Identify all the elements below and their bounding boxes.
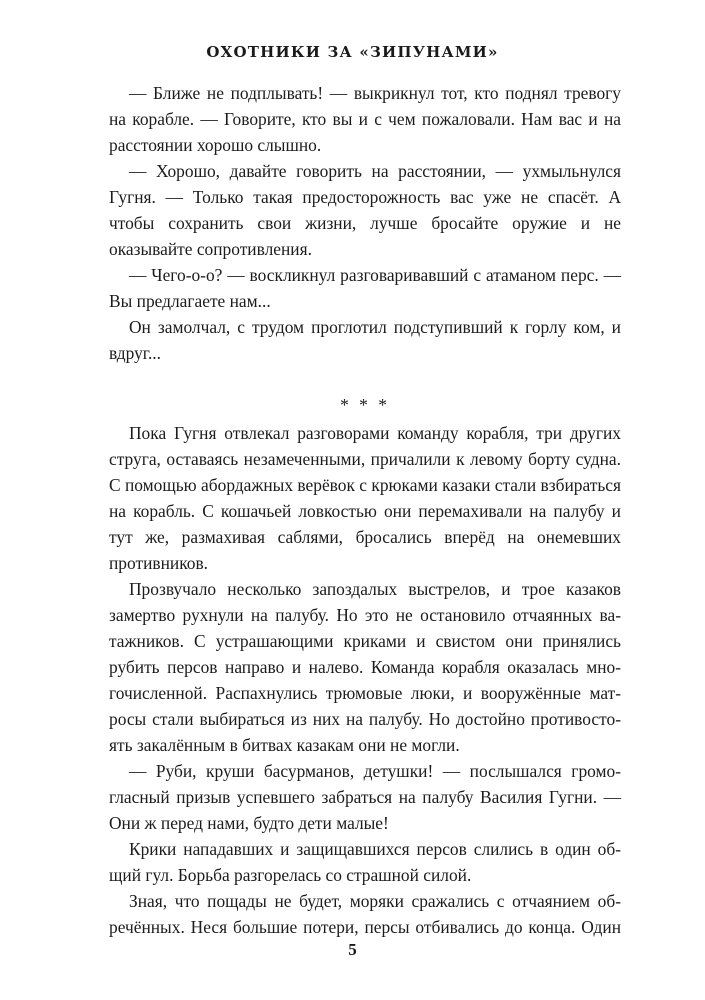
body-text xyxy=(109,80,621,940)
running-head-title: ОХОТНИКИ ЗА «ЗИПУНАМИ» xyxy=(206,43,499,61)
paragraph: — Чего-о-о? — воскликнул разговаривавший с атаманом перс. — Вы предлагаете нам... xyxy=(109,265,621,311)
paragraph: Прозвучало несколько запоздалых выстрелов, и трое казаков замертво рухнули на палубу. Но это не остановило отчаянных ватажников. С устрашающими криками и свистом они принялись рубить персов направо и налево. Команда корабля оказалась многочисленной. Распахнулись трюмовые люки, и вооружённые матросы стали выбираться из них на палубу. Но достойно противостоять закалённым в битвах казакам они не могли. xyxy=(109,579,621,755)
paragraph: — Руби, круши басурманов, детушки! — послышался громогласный призыв успевшего забраться на палубу Василия Гугни. — Они ж перед нами, будто дети малые! xyxy=(109,761,621,833)
scene-break: * * * xyxy=(340,395,390,415)
paragraph: Крики нападавших и защищавшихся персов слились в один общий гул. Борьба разгорелась со страшной силой. xyxy=(109,839,621,885)
page-number: 5 xyxy=(348,940,357,959)
paragraph-last: Зная, что пощады не будет, моряки сражались с отчаянием обречённых. Неся большие потери, персы отбивались до конца. Один xyxy=(109,891,621,937)
paragraph: — Ближе не подплывать! — выкрикнул тот, кто поднял тревогу на корабле. — Говорите, кто вы и с чем пожаловали. Нам вас и на расстоянии хорошо слышно. xyxy=(109,83,621,155)
paragraph: — Хорошо, давайте говорить на расстоянии, — ухмыльнулся Гугня. — Только такая предосторожность вас уже не спасёт. А чтобы сохранить свои жизни, лучше бросайте оружие и не оказывайте сопротивления. xyxy=(109,161,621,259)
paragraph: Пока Гугня отвлекал разговорами команду корабля, три других струга, оставаясь незамеченными, причалили к левому борту судна. С помощью абордажных верёвок с крюками казаки стали взбираться на корабль. С кошачьей ловкостью они перемахивали на палубу и тут же, размахивая саблями, бросались вперёд на онемевших противников. xyxy=(109,423,621,573)
paragraph: Он замолчал, с трудом проглотил подступивший к горлу ком, и вдруг... xyxy=(109,317,621,363)
